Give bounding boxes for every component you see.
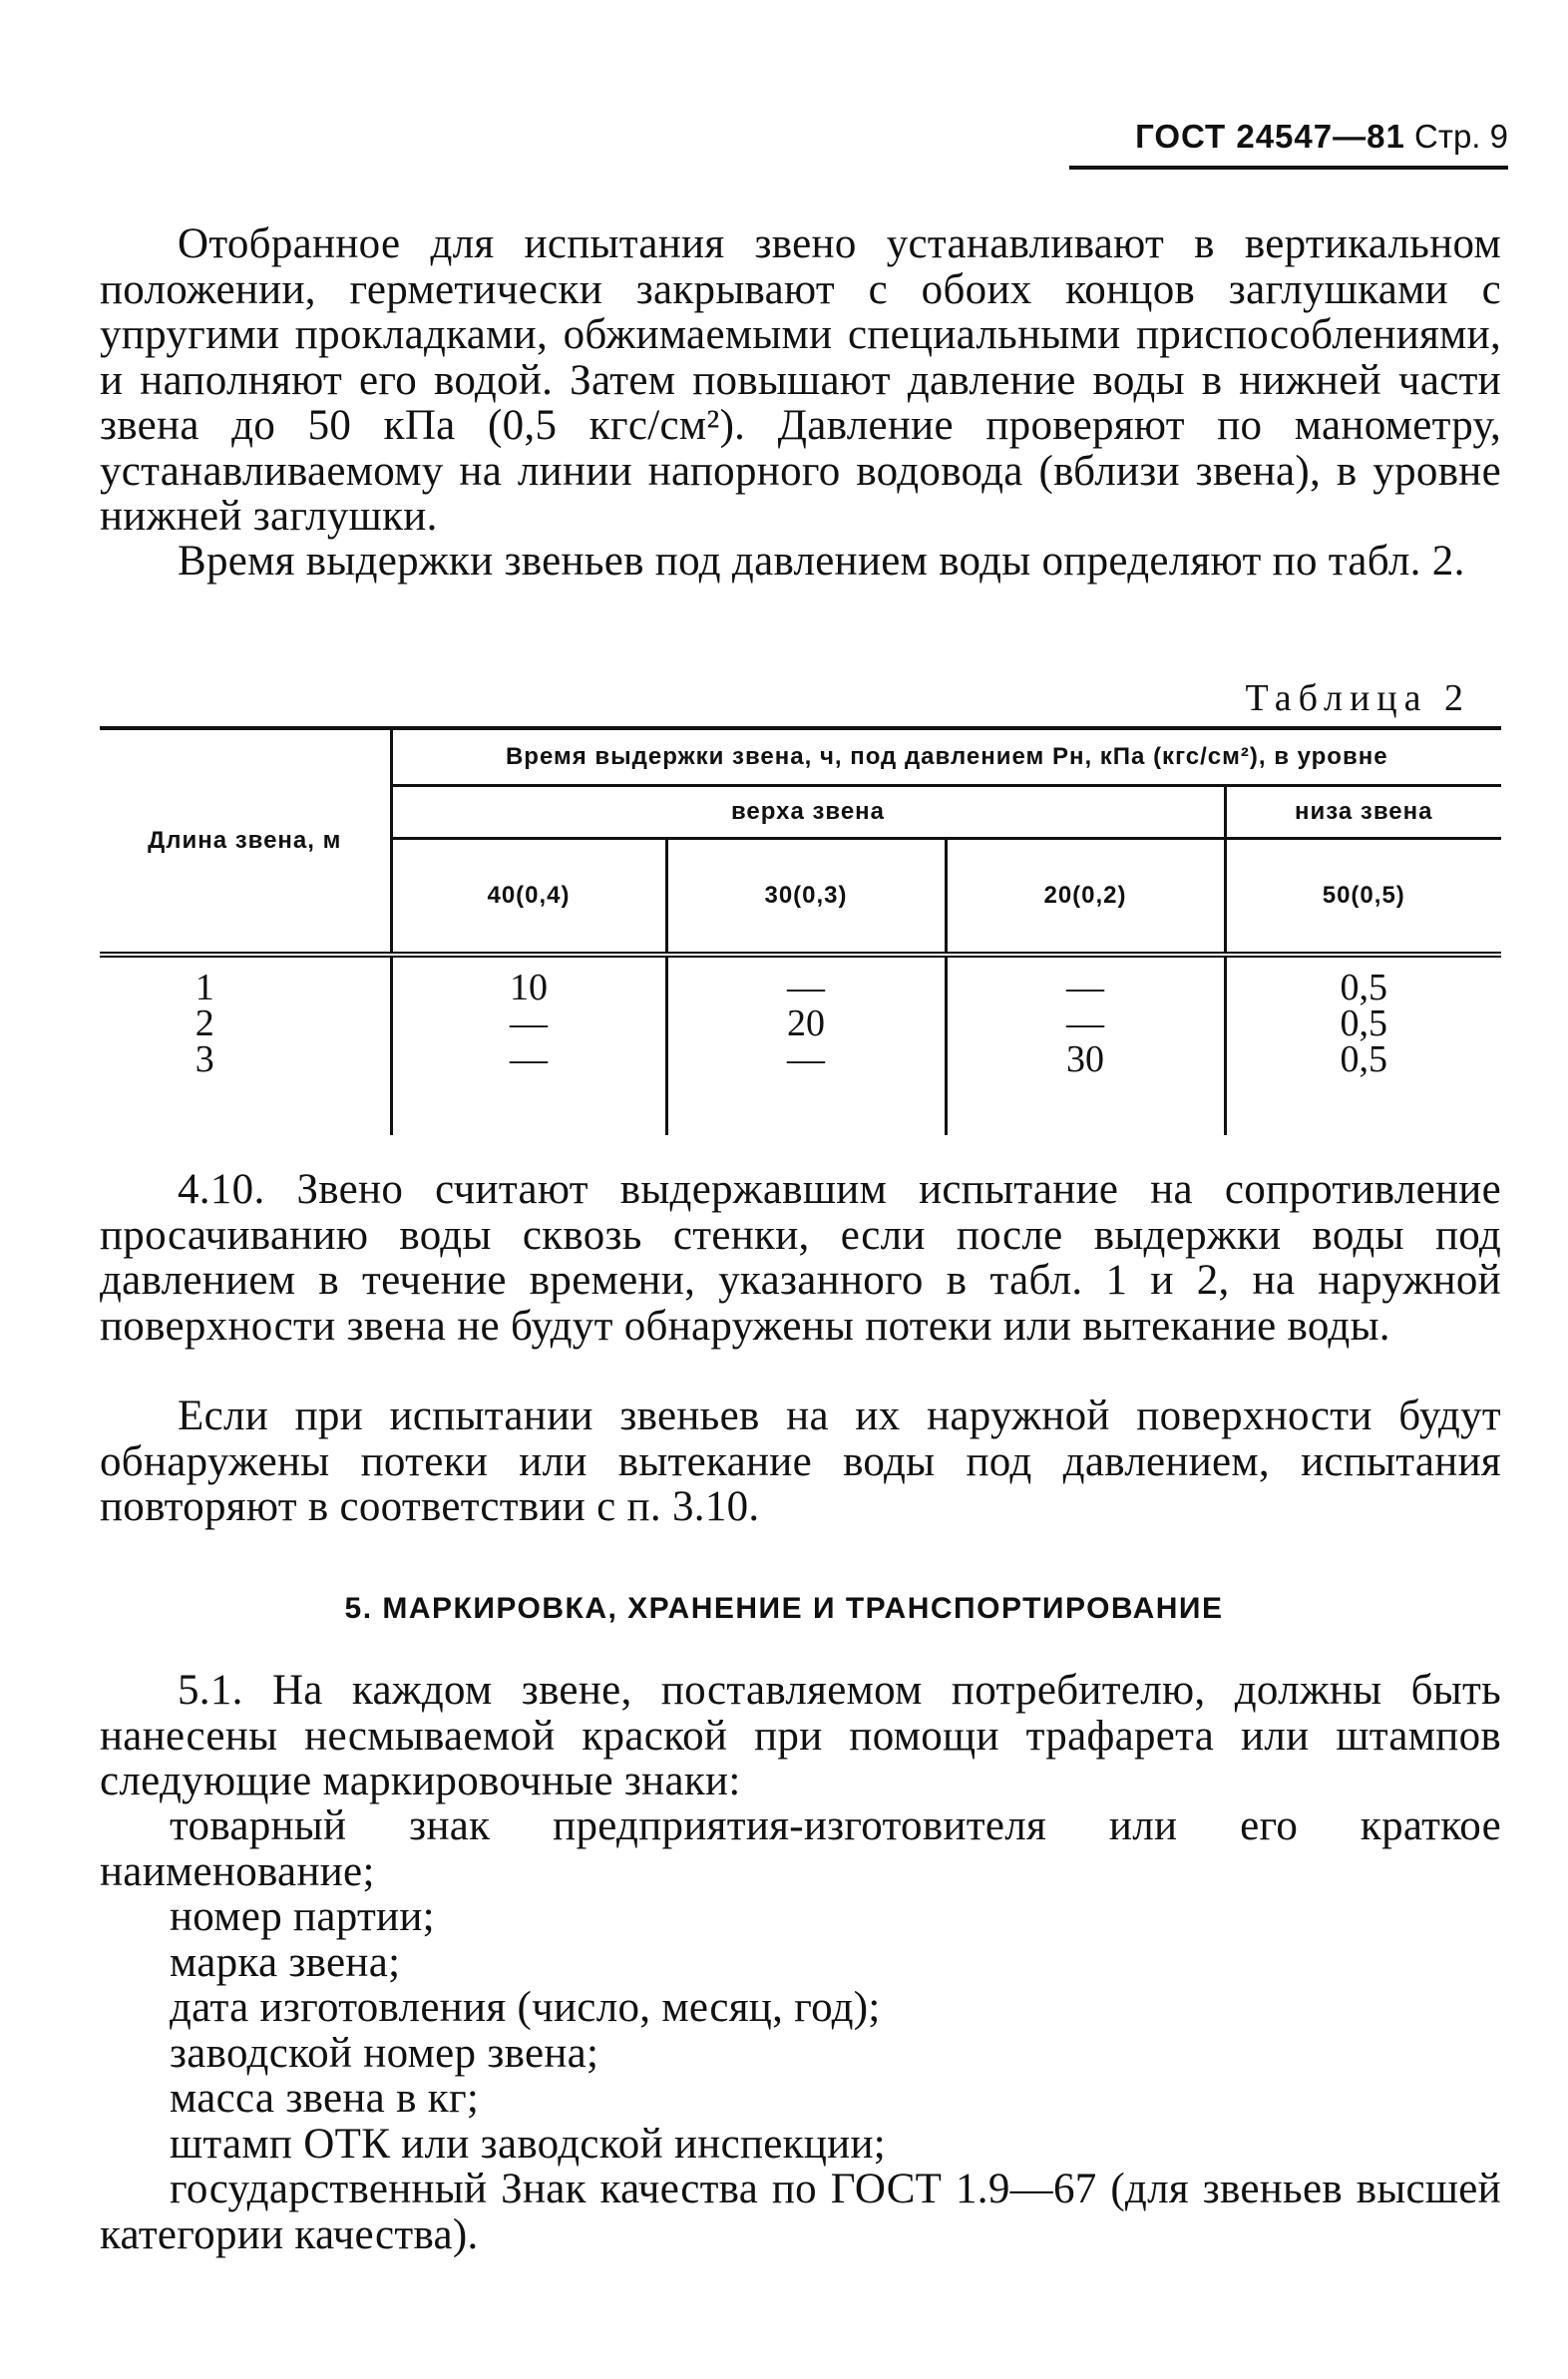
cell-value: 20: [787, 1002, 825, 1044]
cell-value: 0,5: [1340, 1002, 1388, 1044]
table-body: [100, 955, 1501, 1135]
cell-value: 3: [195, 1038, 214, 1080]
marking-list: [100, 1803, 1501, 2257]
list-item: масса звена в кг;: [170, 2075, 480, 2122]
paragraph-text: 4.10. Звено считают выдержавшим испытание на сопротивление просачиванию воды сквозь стенки, если после выдержки воды под давлением в течение времени, указанного в табл. 1 и 2, на наружной поверхности звена не будут обнаружены потеки или вытекание воды.: [100, 1166, 1501, 1350]
list-item: заводской номер звена;: [170, 2029, 599, 2077]
time-cell: [946, 955, 1225, 1135]
list-item: номер партии;: [170, 1893, 435, 1940]
cell-value: —: [1066, 967, 1104, 1008]
page-number: Стр. 9: [1414, 118, 1508, 155]
cell-value: —: [510, 1002, 548, 1044]
list-item: дата изготовления (число, месяц, год);: [170, 1984, 881, 2031]
cell-value: 2: [195, 1002, 214, 1044]
cell-value: —: [787, 1038, 825, 1080]
time-cell: [1225, 955, 1501, 1135]
cell-value: —: [1066, 1002, 1104, 1044]
pressure-header: 40(0,4): [391, 839, 666, 956]
paragraph-text: 5.1. На каждом звене, поставляемом потребителю, должны быть нанесены несмываемой краской при помощи трафарета или штампов следующие маркировочные знаки:: [100, 1667, 1501, 1804]
pressure-header: 20(0,2): [946, 839, 1225, 956]
page-header: [1069, 118, 1508, 170]
cell-value: —: [787, 967, 825, 1008]
cell-value: 0,5: [1340, 1038, 1388, 1080]
column-header-bottom: низа звена: [1225, 786, 1501, 839]
section-title: 5. МАРКИРОВКА, ХРАНЕНИЕ И ТРАНСПОРТИРОВАНИЕ: [344, 1592, 1224, 1625]
list-item: товарный знак предприятия-изготовителя или его краткое наименование;: [100, 1802, 1501, 1895]
list-item: штамп ОТК или заводской инспекции;: [170, 2120, 887, 2168]
list-item: государственный Знак качества по ГОСТ 1.9—67 (для звеньев высшей категории качества).: [100, 2166, 1501, 2258]
paragraph-text: Если при испытании звеньев на их наружной поверхности будут обнаружены потеки или вытекание воды под давлением, испытания повторяют в соответствии с п. 3.10.: [100, 1392, 1501, 1530]
gost-number: ГОСТ 24547—81: [1135, 118, 1405, 155]
cell-value: 10: [510, 967, 548, 1008]
table-caption: Таблица 2: [1245, 677, 1470, 719]
cell-value: 0,5: [1340, 967, 1388, 1008]
column-group-header: Время выдержки звена, ч, под давлением Pн, кПа (кгс/см²), в уровне: [391, 728, 1501, 786]
time-cell: [666, 955, 946, 1135]
length-cell: [100, 955, 391, 1135]
table-holding-time: [100, 726, 1501, 1135]
paragraph-holding-time: [100, 539, 1501, 585]
paragraph-text: Отобранное для испытания звено устанавливают в вертикальном положении, герметически закрывают с обоих концов заглушками с упругими прокладками, обжимаемыми специальными приспособлениями, и наполняют его водой. Затем повышают давление воды в нижней части звена до 50 кПа (0,5 кгс/см²). Давление проверяют по манометру, устанавливаемому на линии напорного водовода (вблизи звена), в уровне нижней заглушки.: [100, 220, 1501, 540]
paragraph-5-1: [100, 1668, 1501, 1804]
cell-value: 30: [1066, 1038, 1104, 1080]
column-header-length: Длина звена, м: [100, 728, 391, 955]
cell-value: 1: [195, 967, 214, 1008]
paragraph-4-10: [100, 1167, 1501, 1349]
cell-value: —: [510, 1038, 548, 1080]
pressure-header: 30(0,3): [666, 839, 946, 956]
pressure-header: 50(0,5): [1225, 839, 1501, 956]
time-cell: [391, 955, 666, 1135]
list-item: марка звена;: [170, 1938, 401, 1986]
column-header-top: верха звена: [391, 786, 1225, 839]
paragraph-retest: [100, 1393, 1501, 1530]
paragraph-text: Время выдержки звеньев под давлением воды определяют по табл. 2.: [178, 538, 1465, 585]
paragraph-test-setup: [100, 221, 1501, 540]
